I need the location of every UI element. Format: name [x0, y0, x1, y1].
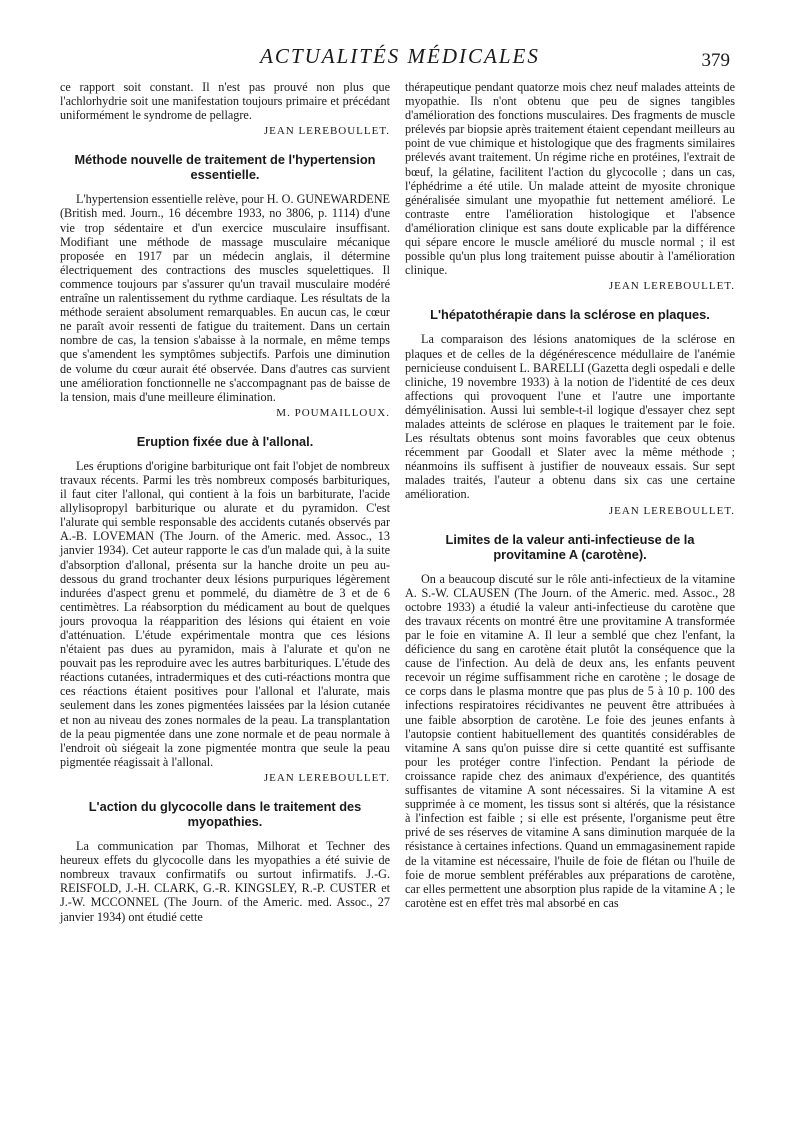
- article-title-hypertension: Méthode nouvelle de traitement de l'hypertension essentielle.: [74, 152, 376, 183]
- running-title: ACTUALITÉS MÉDICALES: [260, 44, 540, 68]
- article-body-glycocolle: La communication par Thomas, Milhorat et Techner des heureux effets du glycocolle dans les myopathies a été suivie de nombreux travaux confirmatifs ou surtout infirmatifs. J.-G. REISFOLD, J.-H. CLARK, G.-R. KINGSLEY, R.-P. CUSTER et J.-W. MCCONNEL (The Journ. of the Americ. med. Assoc., 27 janvier 1934) ont étudié cette: [60, 839, 390, 924]
- article-signature-hypertension: M. POUMAILLOUX.: [276, 406, 390, 419]
- article-title-provitamine: Limites de la valeur anti-infectieuse de la provitamine A (carotène).: [445, 531, 695, 562]
- right-column: [405, 80, 735, 910]
- article-body-hepatotherapie: La comparaison des lésions anatomiques de la sclérose en plaques et de celles de la dégénérescence médullaire de l'anémie pernicieuse conduisent L. BARELLI (Gazetta degli ospedali e delle cliniche, 19 novembre 1933) à la notion de l'identité de ces deux affections qui provoquent l'une et l'autre une importante démyélinisation. Aussi lui semble-t-il logique d'essayer chez sept malades atteints de sclérose en plaques le traitement par le foie. Les résultats obtenus sont moins favorables que ceux obtenus récemment par Goodall et Slater avec la même méthode ; néanmoins ils suffisent à justifier de nouveaux essais. Sur sept malades traités, l'auteur a obtenu dans six cas une certaine amélioration.: [405, 332, 735, 502]
- article-body-allonal: Les éruptions d'origine barbiturique ont fait l'objet de nombreux travaux récents. Parmi les très nombreux composés barbituriques, il faut citer l'allonal, qui contient à la fois un barbiturate, l'acide allylisopropyl barbiturique ou alurate et du pyramidon. C'est l'alurate qui semble responsable des accidents cutanés observés par A.-B. LOVEMAN (The Journ. of the Americ. med. Assoc., 13 janvier 1934). Cet auteur rapporte le cas d'un malade qui, à la suite d'absorption d'allonal, présenta sur la hanche droite un peu au-dessous du grand trochanter deux lésions purpuriques légèrement indurées d'aspect grenu et pommelé, du diamètre de 3 et de 6 centimètres. La réabsorption du médicament au bout de quelques jours provoqua la réapparition des lésions qui étaient en voie d'atténuation. L'étude expérimentale montra que ces lésions n'étaient pas dues au pyramidon, mais à l'alurate et qu'on ne pouvait pas les reproduire avec les autres barbituriques. L'étude des réactions cutanées, intradermiques et des cuti-réactions montra que ces réactions étaient positives pour l'allonal et l'alurate, mais seulement dans les zones pigmentées laissées par la lésion cutanée et non au niveau des zones normales de la peau. La transplantation de la peau pigmentée dans une zone normale et de peau normale à l'endroit où siégeait la zone pigmentée montra que seule la peau pigmentée réagissait à l'allonal.: [60, 458, 390, 769]
- intro-signature: JEAN LEREBOULLET.: [263, 125, 390, 138]
- article-signature-hepatotherapie: JEAN LEREBOULLET.: [608, 504, 735, 517]
- continuation-signature: JEAN LEREBOULLET.: [608, 280, 735, 293]
- article-title-allonal: Eruption fixée due à l'allonal.: [136, 433, 314, 449]
- continuation-paragraph: thérapeutique pendant quatorze mois chez neuf malades atteints de myopathie. Ils n'ont obtenu que peu de signes tangibles d'amélioration des fonctions musculaires. Des fragments de muscle prélevés par biopsie après traitement étaient cependant meilleurs au point de vue chimique et histologique que des fragments similaires prélevés avant traitement. Un régime riche en protéines, l'extrait de bœuf, la gélatine, facilitent l'action du glycocolle ; dans un cas, l'éphédrime a été utile. Un malade atteint de myosite chronique généralisée simulant une myopathie fut nettement amélioré. Le contraste entre l'amélioration histologique et l'absence d'amélioration clinique est sans doute explicable par la différence qui sépare encore le muscle amélioré du muscle normal ; il est possible qu'un plus long traitement puisse aboutir à l'amélioration clinique.: [405, 80, 735, 278]
- left-column: [60, 80, 390, 924]
- article-title-hepatotherapie: L'hépatothérapie dans la sclérose en plaques.: [430, 307, 710, 323]
- article-signature-allonal: JEAN LEREBOULLET.: [263, 771, 390, 784]
- article-body-provitamine: On a beaucoup discuté sur le rôle anti-infectieux de la vitamine A. S.-W. CLAUSEN (The Journ. of the Americ. med. Assoc., 28 octobre 1933) a étudié la valeur anti-infectieuse du carotène que des travaux récents on montré être une provitamine A transformée par le foie en vitamine A. Il leur a semblé que chez l'enfant, la déficience du sang en carotène était plutôt la conséquence que la cause de l'infection. Au delà de deux ans, les enfants peuvent recevoir un régime suffisamment riche en carotène ; le dosage de ce corps dans le plasma montre que pas plus de 5 à 10 p. 100 des infections respiratoires récidivantes ne peuvent être attribuées à une faible absorption de carotène. Le foie des jeunes enfants à l'autopsie contient habituellement des quantités considérables de vitamine A sans qu'on puisse dire si cette quantité est suffisante pour les protéger contre l'infection. Pendant la période de croissance rapide chez des animaux d'expérience, des quantités suffisantes de vitamine A sont nécessaires. Si la vitamine A est supprimée à ce moment, les tissus sont si altérés, que la résistance à l'infection est faible ; si elle est présente, l'organisme peut être privé de ses réserves de vitamine A sans diminution marquée de la résistance à certaines infections. Quand un emmagasinement rapide de la vitamine est nécessaire, l'huile de foie de flétan ou l'huile de foie de morue semblent préférables aux préparations de carotène, car elles permettent une absorption plus rapide de la vitamine A ; le carotène est en effet très mal absorbé en cas: [405, 571, 735, 910]
- page-number: 379: [701, 50, 730, 71]
- intro-paragraph: ce rapport soit constant. Il n'est pas prouvé non plus que l'achlorhydrie soit une manifestation toujours primaire et précédant uniformément le syndrome de pellagre.: [60, 80, 390, 123]
- article-title-glycocolle: L'action du glycocolle dans le traitement des myopathies.: [88, 799, 362, 830]
- article-body-hypertension: L'hypertension essentielle relève, pour H. O. GUNEWARDENE (British med. Journ., 16 décembre 1933, no 3806, p. 1114) d'une vie trop sédentaire et d'un exercice musculaire insuffisant. Modifiant une méthode de massage musculaire mécanique proposée en 1917 par un médecin anglais, il détermine électriquement des contractions des muscles squelettiques. Il commence toujours par s'assurer qu'un travail musculaire modéré entraîne un ralentissement du rythme cardiaque. Les résultats de la méthode seraient absolument remarquables. En aucun cas, le cœur ne paraît avoir ressenti de fatigue du traitement. Dans un certain nombre de cas, la tension s'abaisse à la normale, en même temps que s'amendent les symptômes subjectifs. Parfois une diminution de volume du cœur aurait été observée. Dans d'autres cas survient une amélioration fonctionnelle ne s'accompagnant pas de baisse de la tension, mais d'une meilleure élimination.: [60, 192, 390, 404]
